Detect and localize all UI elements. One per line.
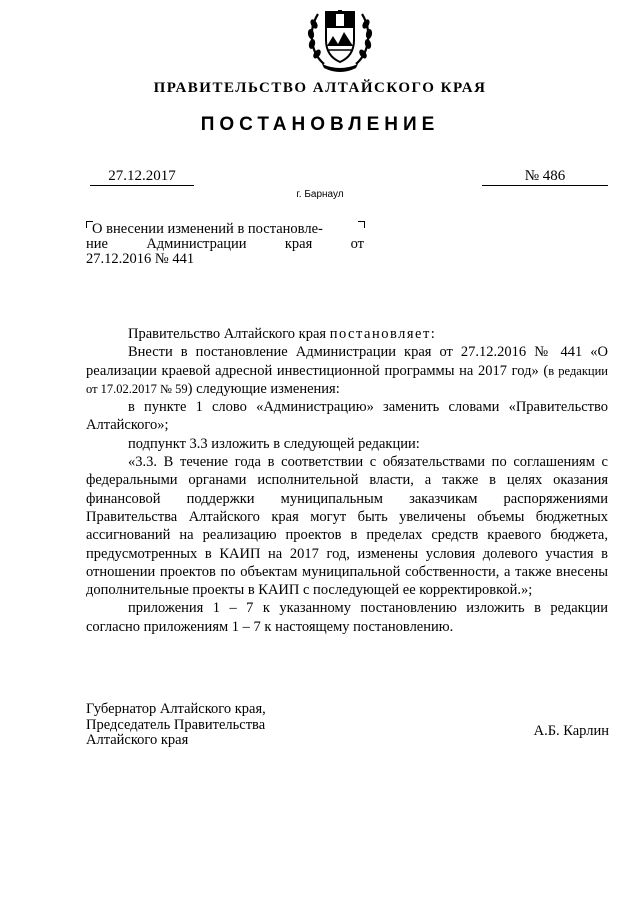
paragraph-5: приложения 1 – 7 к указанному постановлению изложить в редакции согласно приложениям 1 – 7 к настоящему постановлению. [86, 600, 608, 635]
subject-line-2 [86, 237, 364, 252]
paragraph-1 [86, 343, 608, 398]
subject-line-1: О внесении изменений в постановле- [92, 221, 323, 237]
paragraph-4: «3.3. В течение года в соответствии с обязательствами по соглашениям с федеральными органами исполнительной власти, а также в целях оказания финансовой поддержки муниципальным заказчикам распоряжениями Правительства Алтайского края могут быть увеличены объемы бюджетных ассигнований на реализацию проектов в пределах средств краевого бюджета, предусмотренных в КАИП на 2017 год, изменены условия долевого участия в отношении проектов по объектам муниципальной собственности, а также внесены дополнительные проекты в КАИП с последующей ее корректировкой.»; [86, 454, 608, 599]
subject-word: края [284, 236, 313, 252]
signatory-position [86, 702, 266, 749]
document-subject [86, 222, 364, 267]
document-date: 27.12.2017 [90, 168, 194, 186]
paragraph-1-tail: ) следующие изменения: [187, 380, 340, 397]
preamble-text: Правительство Алтайского края [128, 326, 327, 342]
signatory-name: А.Б. Карлин [533, 723, 609, 739]
document-number: № 486 [482, 168, 608, 186]
government-title: ПРАВИТЕЛЬСТВО АЛТАЙСКОГО КРАЯ [153, 80, 487, 96]
preamble-verb: постановляет: [329, 326, 437, 342]
coat-of-arms-icon [302, 2, 378, 74]
paragraph-3: подпункт 3.3 изложить в следующей редакции: [128, 435, 420, 452]
position-line-3: Алтайского края [86, 732, 189, 748]
subject-word: от [350, 236, 365, 252]
paragraph-1-text: Внести в постановление Администрации края от 27.12.2016 № 441 «О реализации краевой адресной инвестиционной программы на 2017 год» ( [86, 344, 608, 379]
subject-word: Администрации [146, 236, 247, 252]
preamble [86, 325, 608, 343]
document-body [86, 325, 608, 636]
position-line-1: Губернатор Алтайского края, [86, 701, 266, 717]
position-line-2: Председатель Правительства [86, 716, 266, 733]
subject-word: ние [86, 236, 108, 252]
paragraph-1-note: в редакции от 17.02.2017 № 59 [86, 363, 608, 396]
subject-line-3: 27.12.2016 № 441 [86, 251, 195, 267]
city-label: г. Барнаул [296, 189, 344, 200]
paragraph-2: в пункте 1 слово «Администрацию» заменить словами «Правительство Алтайского»; [86, 399, 608, 434]
document-type-heading: ПОСТАНОВЛЕНИЕ [200, 114, 440, 135]
